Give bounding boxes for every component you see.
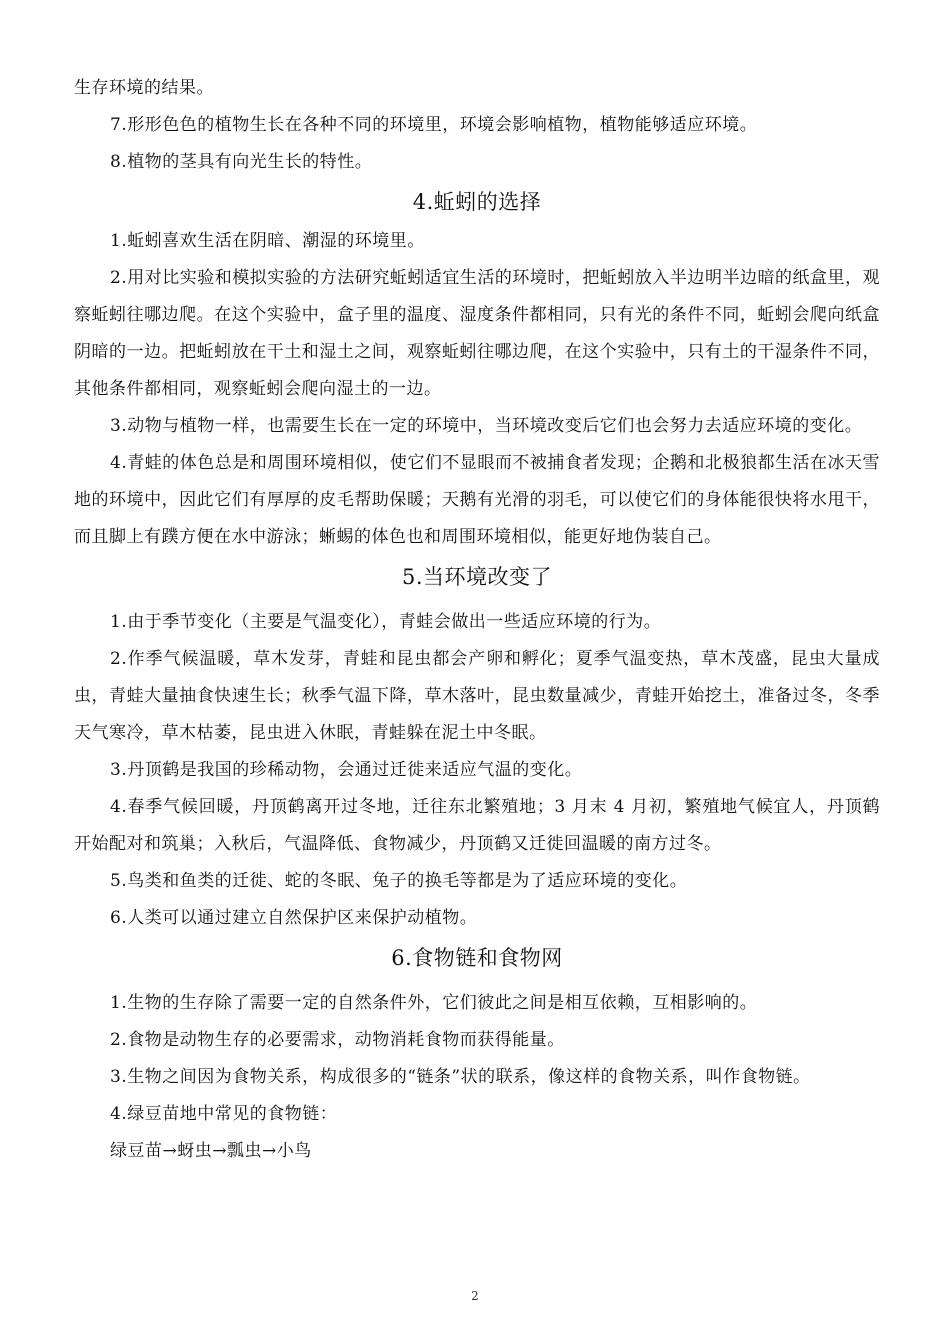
list-item: 1.生物的生存除了需要一定的自然条件外，它们彼此之间是相互依赖，互相影响的。 [110,993,758,1013]
list-item: 3.动物与植物一样，也需要生长在一定的环境中，当环境改变后它们也会努力去适应环境的变化。 [110,416,863,436]
page-number: 2 [471,1289,479,1303]
food-chain-example: 绿豆苗→蚜虫→瓢虫→小鸟 [110,1141,312,1161]
continuation-paragraph: 生存环境的结果。 [74,78,214,98]
list-item: 8.植物的茎具有向光生长的特性。 [110,152,373,172]
list-item: 6.人类可以通过建立自然保护区来保护动植物。 [110,908,478,928]
list-item: 3.生物之间因为食物关系，构成很多的“链条”状的联系，像这样的食物关系，叫作食物链。 [110,1067,811,1087]
list-item: 7.形形色色的植物生长在各种不同的环境里，环境会影响植物，植物能够适应环境。 [110,115,758,135]
list-item: 4.青蛙的体色总是和周围环境相似，使它们不显眼而不被捕食者发现；企鹅和北极狼都生活在冰天雪地的环境中，因此它们有厚厚的皮毛帮助保暖；天鹅有光滑的羽毛，可以使它们的身体能很快将水甩干，而且脚上有蹼方便在水中游泳；蜥蜴的体色也和周围环境相似，能更好地伪装自己。 [74,453,880,547]
document-body [74,70,880,1170]
list-item: 2.用对比实验和模拟实验的方法研究蚯蚓适宜生活的环境时，把蚯蚓放入半边明半边暗的纸盒里，观察蚯蚓往哪边爬。在这个实验中，盒子里的温度、湿度条件都相同，只有光的条件不同，蚯蚓会爬向纸盒阴暗的一边。把蚯蚓放在干土和湿土之间，观察蚯蚓往哪边爬，在这个实验中，只有土的干湿条件不同，其他条件都相同，观察蚯蚓会爬向湿土的一边。 [74,268,880,399]
list-item: 1.由于季节变化（主要是气温变化），青蛙会做出一些适应环境的行为。 [110,612,662,632]
list-item: 3.丹顶鹤是我国的珍稀动物，会通过迁徙来适应气温的变化。 [110,760,583,780]
list-item: 4.绿豆苗地中常见的食物链： [110,1104,338,1124]
section-title-environment-change: 5.当环境改变了 [401,565,553,589]
section-title-earthworm: 4.蚯蚓的选择 [412,190,542,214]
list-item: 5.鸟类和鱼类的迁徙、蛇的冬眠、兔子的换毛等都是为了适应环境的变化。 [110,871,688,891]
list-item: 2.食物是动物生存的必要需求，动物消耗食物而获得能量。 [110,1030,565,1050]
list-item: 4.春季气候回暖，丹顶鹤离开过冬地，迁往东北繁殖地；3 月末 4 月初，繁殖地气候宜人，丹顶鹤开始配对和筑巢；入秋后，气温降低、食物减少，丹顶鹤又迁徙回温暖的南方过冬。 [74,797,880,854]
list-item: 1.蚯蚓喜欢生活在阴暗、潮湿的环境里。 [110,231,425,251]
section-title-food-chain: 6.食物链和食物网 [391,946,563,970]
list-item: 2.作季气候温暖，草木发芽，青蛙和昆虫都会产卵和孵化；夏季气温变热，草木茂盛，昆虫大量成虫，青蛙大量抽食快速生长；秋季气温下降，草木落叶，昆虫数量减少，青蛙开始挖土，准备过冬，冬季天气寒冷，草木枯萎，昆虫进入休眠，青蛙躲在泥土中冬眠。 [74,649,880,743]
